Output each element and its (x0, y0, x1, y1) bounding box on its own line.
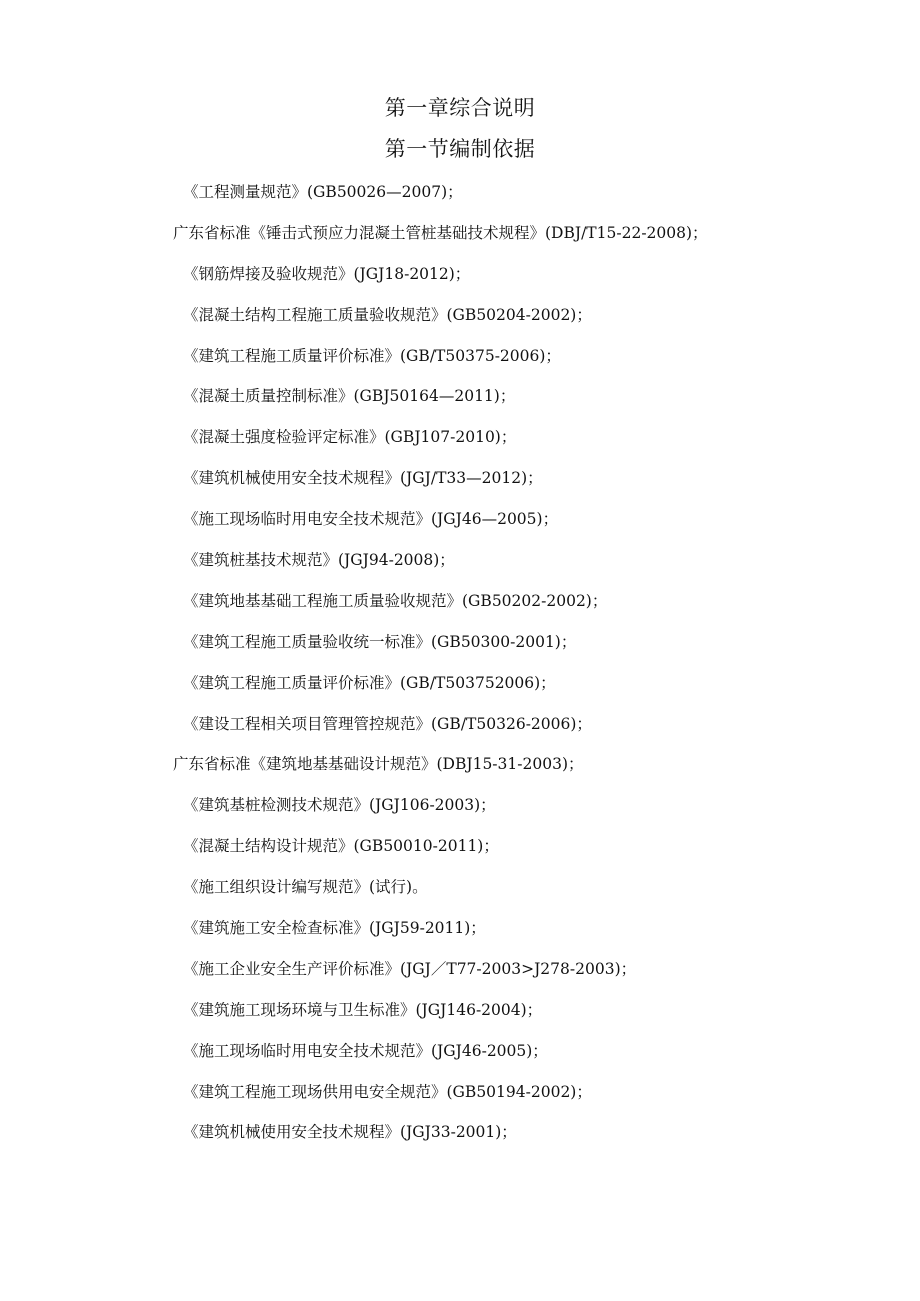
reference-item: 《建筑桩基技术规范》(JGJ94-2008)； (183, 551, 455, 570)
reference-item: 《建筑地基基础工程施工质量验收规范》(GB50202-2002)； (183, 591, 608, 610)
reference-item: 《施工企业安全生产评价标准》(JGJ／T77-2003>J278-2003)； (183, 959, 637, 978)
reference-item: 《施工组织设计编写规范》(试行)。 (183, 878, 428, 897)
reference-item: 《建筑工程施工质量评价标准》(GB/T503752006)； (183, 673, 556, 692)
reference-item: 《混凝土结构工程施工质量验收规范》(GB50204-2002)； (183, 305, 592, 324)
reference-item: 《钢筋焊接及验收规范》(JGJ18-2012)； (183, 264, 471, 283)
reference-item: 《混凝土质量控制标准》(GBJ50164—2011)； (183, 387, 516, 406)
reference-item: 《建筑工程施工现场供用电安全规范》(GB50194-2002)； (183, 1082, 592, 1101)
reference-item: 《建设工程相关项目管理管控规范》(GB/T50326-2006)； (183, 714, 592, 733)
chapter-title: 第一章综合说明 (384, 96, 536, 120)
reference-item: 广东省标准《锤击式预应力混凝土管桩基础技术规程》(DBJ/T15-22-2008)； (173, 223, 708, 242)
section-title: 第一节编制依据 (384, 137, 536, 161)
reference-item: 《建筑施工现场环境与卫生标准》(JGJ146-2004)； (183, 1000, 543, 1019)
reference-item: 《建筑机械使用安全技术规程》(JGJ/T33—2012)； (183, 469, 543, 488)
reference-item: 《混凝土强度检验评定标准》(GBJ107-2010)； (183, 428, 517, 447)
reference-item: 广东省标准《建筑地基基础设计规范》(DBJ15-31-2003)； (173, 755, 584, 774)
reference-item: 《施工现场临时用电安全技术规范》(JGJ46—2005)； (183, 510, 559, 529)
reference-list (0, 177, 920, 1158)
reference-item: 《建筑施工安全检查标准》(JGJ59-2011)； (183, 919, 486, 938)
reference-item: 《建筑基桩检测技术规范》(JGJ106-2003)； (183, 796, 496, 815)
reference-item: 《建筑机械使用安全技术规程》(JGJ33-2001)； (183, 1123, 517, 1142)
reference-item: 《施工现场临时用电安全技术规范》(JGJ46-2005)； (183, 1041, 548, 1060)
reference-item: 《混凝土结构设计规范》(GB50010-2011)； (183, 837, 499, 856)
reference-item: 《建筑工程施工质量验收统一标准》(GB50300-2001)； (183, 632, 577, 651)
reference-item: 《工程测量规范》(GB50026—2007)； (183, 183, 463, 201)
reference-item: 《建筑工程施工质量评价标准》(GB/T50375-2006)； (183, 346, 561, 365)
